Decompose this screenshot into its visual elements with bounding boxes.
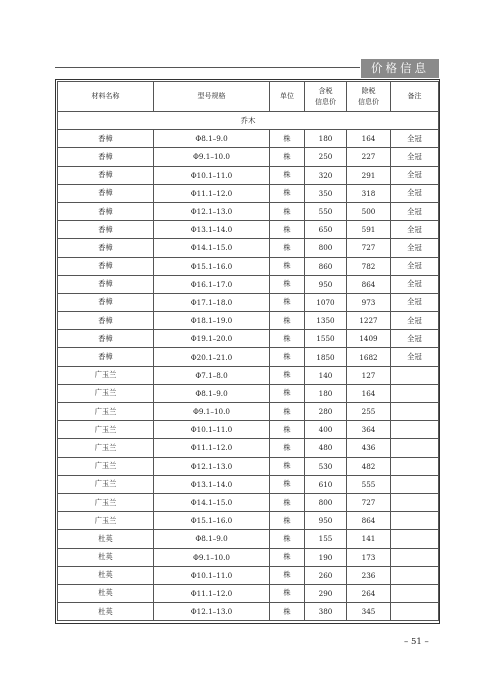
table-row [58,603,439,621]
cell-spec: Φ7.1–8.0 [154,366,270,384]
table-row [58,257,439,275]
cell-price-notax: 782 [347,257,391,275]
cell-material: 香樟 [58,275,154,293]
cell-remark: 全冠 [391,330,439,348]
table-row [58,166,439,184]
cell-price-tax: 800 [305,239,347,257]
cell-spec: Φ14.1–15.0 [154,239,270,257]
cell-price-notax: 727 [347,239,391,257]
header-material: 材料名称 [58,82,154,112]
cell-price-notax: 173 [347,548,391,566]
cell-remark [391,439,439,457]
cell-unit: 株 [270,239,305,257]
header-unit: 单位 [270,82,305,112]
cell-spec: Φ10.1–11.0 [154,421,270,439]
header-price-tax: 含税 信息价 [305,82,347,112]
header-price-notax: 除税 信息价 [347,82,391,112]
cell-price-tax: 320 [305,166,347,184]
cell-remark: 全冠 [391,166,439,184]
cell-price-tax: 610 [305,475,347,493]
cell-remark [391,384,439,402]
cell-material: 广玉兰 [58,384,154,402]
cell-material: 广玉兰 [58,366,154,384]
cell-price-notax: 364 [347,421,391,439]
cell-spec: Φ12.1–13.0 [154,202,270,220]
cell-price-tax: 400 [305,421,347,439]
cell-spec: Φ15.1–16.0 [154,257,270,275]
header-rule [55,67,360,68]
table-row [58,512,439,530]
cell-remark: 全冠 [391,312,439,330]
table-row [58,148,439,166]
cell-material: 香樟 [58,239,154,257]
cell-unit: 株 [270,603,305,621]
cell-remark: 全冠 [391,148,439,166]
cell-material: 香樟 [58,184,154,202]
cell-spec: Φ15.1–16.0 [154,512,270,530]
cell-price-notax: 555 [347,475,391,493]
table-row [58,421,439,439]
table-row [58,275,439,293]
cell-price-tax: 180 [305,384,347,402]
cell-price-notax: 482 [347,457,391,475]
cell-unit: 株 [270,384,305,402]
cell-price-notax: 973 [347,293,391,311]
cell-spec: Φ20.1–21.0 [154,348,270,366]
cell-unit: 株 [270,366,305,384]
cell-price-tax: 1850 [305,348,347,366]
cell-price-tax: 650 [305,221,347,239]
cell-spec: Φ12.1–13.0 [154,457,270,475]
cell-price-tax: 860 [305,257,347,275]
cell-unit: 株 [270,312,305,330]
cell-price-tax: 290 [305,584,347,602]
cell-price-notax: 255 [347,403,391,421]
cell-spec: Φ14.1–15.0 [154,493,270,511]
cell-remark: 全冠 [391,239,439,257]
cell-material: 杜英 [58,530,154,548]
cell-remark [391,475,439,493]
cell-remark: 全冠 [391,202,439,220]
cell-price-tax: 260 [305,566,347,584]
table-row [58,330,439,348]
cell-unit: 株 [270,330,305,348]
table-row [58,493,439,511]
cell-remark: 全冠 [391,184,439,202]
cell-material: 广玉兰 [58,457,154,475]
cell-remark [391,403,439,421]
table-row [58,239,439,257]
cell-price-notax: 500 [347,202,391,220]
cell-unit: 株 [270,512,305,530]
cell-unit: 株 [270,130,305,148]
cell-price-notax: 436 [347,439,391,457]
cell-material: 广玉兰 [58,403,154,421]
cell-price-notax: 1682 [347,348,391,366]
cell-unit: 株 [270,275,305,293]
cell-material: 杜英 [58,566,154,584]
cell-price-notax: 1227 [347,312,391,330]
cell-spec: Φ8.1–9.0 [154,384,270,402]
cell-price-notax: 1409 [347,330,391,348]
cell-price-tax: 530 [305,457,347,475]
cell-spec: Φ9.1–10.0 [154,403,270,421]
cell-material: 香樟 [58,330,154,348]
cell-spec: Φ11.1–12.0 [154,439,270,457]
cell-material: 香樟 [58,221,154,239]
cell-spec: Φ12.1–13.0 [154,603,270,621]
cell-price-notax: 236 [347,566,391,584]
cell-unit: 株 [270,184,305,202]
cell-unit: 株 [270,421,305,439]
cell-unit: 株 [270,457,305,475]
cell-unit: 株 [270,566,305,584]
cell-unit: 株 [270,493,305,511]
cell-price-notax: 591 [347,221,391,239]
table-row [58,384,439,402]
header-remark: 备注 [391,82,439,112]
cell-unit: 株 [270,548,305,566]
cell-price-tax: 380 [305,603,347,621]
table-row [58,566,439,584]
cell-unit: 株 [270,221,305,239]
cell-material: 香樟 [58,312,154,330]
price-table [57,81,439,621]
cell-spec: Φ11.1–12.0 [154,184,270,202]
cell-price-notax: 291 [347,166,391,184]
cell-material: 广玉兰 [58,475,154,493]
table-row [58,312,439,330]
cell-price-tax: 1350 [305,312,347,330]
cell-remark: 全冠 [391,257,439,275]
cell-price-tax: 800 [305,493,347,511]
cell-material: 广玉兰 [58,512,154,530]
cell-material: 广玉兰 [58,493,154,511]
cell-unit: 株 [270,293,305,311]
table-row [58,530,439,548]
cell-material: 香樟 [58,148,154,166]
cell-price-notax: 141 [347,530,391,548]
cell-price-notax: 727 [347,493,391,511]
table-row [58,293,439,311]
cell-unit: 株 [270,257,305,275]
cell-price-tax: 155 [305,530,347,548]
cell-spec: Φ8.1–9.0 [154,530,270,548]
cell-material: 香樟 [58,257,154,275]
cell-material: 香樟 [58,166,154,184]
cell-material: 杜英 [58,584,154,602]
cell-price-notax: 164 [347,384,391,402]
section-label: 乔木 [58,112,439,130]
cell-price-notax: 127 [347,366,391,384]
cell-remark [391,421,439,439]
cell-price-tax: 950 [305,512,347,530]
cell-unit: 株 [270,403,305,421]
cell-spec: Φ10.1–11.0 [154,566,270,584]
cell-remark: 全冠 [391,348,439,366]
cell-price-notax: 864 [347,512,391,530]
cell-price-tax: 280 [305,403,347,421]
cell-price-notax: 164 [347,130,391,148]
cell-spec: Φ18.1–19.0 [154,312,270,330]
cell-material: 广玉兰 [58,421,154,439]
cell-spec: Φ8.1–9.0 [154,130,270,148]
cell-price-notax: 318 [347,184,391,202]
cell-remark [391,603,439,621]
cell-material: 香樟 [58,348,154,366]
cell-price-tax: 350 [305,184,347,202]
cell-price-tax: 1070 [305,293,347,311]
section-row [58,112,439,130]
cell-price-tax: 950 [305,275,347,293]
cell-spec: Φ11.1–12.0 [154,584,270,602]
table-row [58,439,439,457]
cell-spec: Φ19.1–20.0 [154,330,270,348]
cell-unit: 株 [270,148,305,166]
table-row [58,184,439,202]
cell-spec: Φ13.1–14.0 [154,221,270,239]
table-row [58,202,439,220]
cell-unit: 株 [270,530,305,548]
page-number: – 51 – [404,637,429,647]
cell-material: 香樟 [58,202,154,220]
cell-remark [391,493,439,511]
table-row [58,348,439,366]
cell-material: 香樟 [58,293,154,311]
header-spec: 型号规格 [154,82,270,112]
cell-price-notax: 345 [347,603,391,621]
cell-remark: 全冠 [391,293,439,311]
cell-remark [391,584,439,602]
cell-unit: 株 [270,584,305,602]
table-row [58,221,439,239]
cell-remark: 全冠 [391,130,439,148]
table-row [58,457,439,475]
section-banner: 价格信息 [361,59,439,78]
cell-spec: Φ13.1–14.0 [154,475,270,493]
cell-price-notax: 264 [347,584,391,602]
cell-unit: 株 [270,348,305,366]
cell-remark [391,512,439,530]
table-row [58,403,439,421]
cell-price-tax: 480 [305,439,347,457]
cell-material: 杜英 [58,548,154,566]
cell-price-tax: 190 [305,548,347,566]
cell-price-notax: 864 [347,275,391,293]
cell-spec: Φ9.1–10.0 [154,148,270,166]
cell-remark [391,566,439,584]
table-row [58,366,439,384]
cell-remark: 全冠 [391,221,439,239]
cell-price-tax: 180 [305,130,347,148]
cell-price-tax: 1550 [305,330,347,348]
cell-remark [391,457,439,475]
cell-unit: 株 [270,439,305,457]
cell-price-notax: 227 [347,148,391,166]
cell-remark [391,366,439,384]
cell-remark [391,548,439,566]
table-row [58,130,439,148]
cell-spec: Φ16.1–17.0 [154,275,270,293]
cell-price-tax: 140 [305,366,347,384]
cell-unit: 株 [270,475,305,493]
cell-spec: Φ17.1–18.0 [154,293,270,311]
cell-price-tax: 250 [305,148,347,166]
cell-price-tax: 550 [305,202,347,220]
cell-material: 广玉兰 [58,439,154,457]
cell-material: 香樟 [58,130,154,148]
cell-remark: 全冠 [391,275,439,293]
cell-spec: Φ10.1–11.0 [154,166,270,184]
table-row [58,584,439,602]
table-row [58,548,439,566]
cell-remark [391,530,439,548]
cell-material: 杜英 [58,603,154,621]
cell-unit: 株 [270,202,305,220]
cell-unit: 株 [270,166,305,184]
table-row [58,475,439,493]
cell-spec: Φ9.1–10.0 [154,548,270,566]
table-header-row [58,82,439,112]
